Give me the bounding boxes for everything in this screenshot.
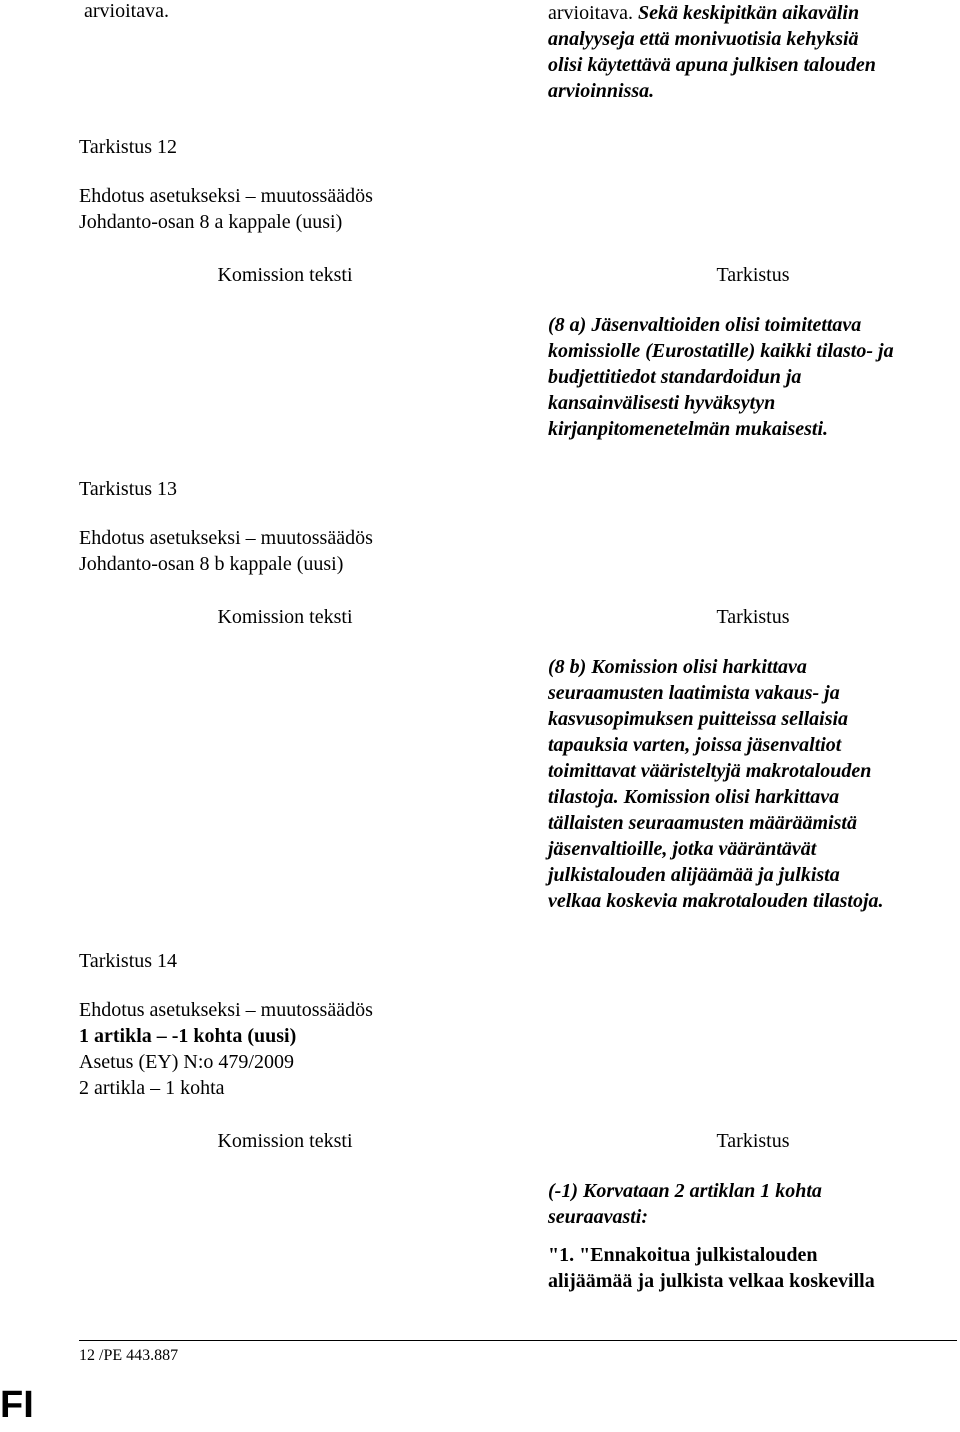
top-right-line: olisi käytettävä apuna julkisen talouden <box>548 54 876 76</box>
amendment-text-line: budjettitiedot standardoidun ja <box>548 366 802 388</box>
amendment-header: Tarkistus <box>716 606 790 628</box>
commission-text-header: Komission teksti <box>217 1130 353 1152</box>
amendment-title: Tarkistus 12 <box>79 136 178 158</box>
amendment-location: 2 artikla – 1 kohta <box>79 1077 225 1099</box>
amendment-text-line: kirjanpitomenetelmän mukaisesti. <box>548 418 829 440</box>
footer-page-ref: 12 /PE 443.887 <box>79 1347 179 1364</box>
amendment-text-line: tapauksia varten, joissa jäsenvaltiot <box>548 734 842 756</box>
amendment-proposal: Ehdotus asetukseksi – muutossäädös <box>79 999 373 1021</box>
amendment-text-line: velkaa koskevia makrotalouden tilastoja. <box>548 890 884 912</box>
amendment-text-line: tilastoja. Komission olisi harkittava <box>548 786 840 808</box>
amendment-proposal: Ehdotus asetukseksi – muutossäädös <box>79 185 373 207</box>
amendment-text-line: (8 b) Komission olisi harkittava <box>548 656 807 678</box>
amendment-text-line: (8 a) Jäsenvaltioiden olisi toimitettava <box>548 314 862 336</box>
amendment-text-line: julkistalouden alijäämää ja julkista <box>548 864 840 886</box>
commission-text-header: Komission teksti <box>217 264 353 286</box>
amendment-text-line: alijäämää ja julkista velkaa koskevilla <box>548 1270 875 1292</box>
footer-language-code: FI <box>0 1384 34 1426</box>
top-right-line: analyyseja että monivuotisia kehyksiä <box>548 28 859 50</box>
top-right-plain: arvioitava. <box>548 2 633 24</box>
amendment-location: Johdanto-osan 8 a kappale (uusi) <box>79 211 343 233</box>
amendment-text-line: (-1) Korvataan 2 artiklan 1 kohta <box>548 1180 822 1202</box>
amendment-title: Tarkistus 14 <box>79 950 178 972</box>
amendment-header: Tarkistus <box>716 264 790 286</box>
amendment-text-line: "1. "Ennakoitua julkistalouden <box>548 1244 818 1266</box>
commission-text-header: Komission teksti <box>217 606 353 628</box>
top-right-line: arvioinnissa. <box>548 80 655 102</box>
amendment-proposal: Ehdotus asetukseksi – muutossäädös <box>79 527 373 549</box>
top-right-bold-first: Sekä keskipitkän aikavälin <box>637 2 860 24</box>
amendment-title: Tarkistus 13 <box>79 478 178 500</box>
amendment-text-line: komissiolle (Eurostatille) kaikki tilasto- ja <box>548 340 894 362</box>
top-right-text <box>548 0 859 26</box>
amendment-location-bold: 1 artikla – -1 kohta (uusi) <box>79 1025 297 1047</box>
amendment-header: Tarkistus <box>716 1130 790 1152</box>
footer-rule <box>79 1340 957 1341</box>
amendment-text-line: kasvusopimuksen puitteissa sellaisia <box>548 708 849 730</box>
amendment-text-line: seuraamusten laatimista vakaus- ja <box>548 682 840 704</box>
amendment-text-line: toimittavat vääristeltyjä makrotalouden <box>548 760 872 782</box>
amendment-text-line: seuraavasti: <box>548 1206 648 1228</box>
amendment-location: Johdanto-osan 8 b kappale (uusi) <box>79 553 344 575</box>
top-left-text: arvioitava. <box>84 0 169 22</box>
amendment-text-line: jäsenvaltioille, jotka vääräntävät <box>548 838 817 860</box>
amendment-location: Asetus (EY) N:o 479/2009 <box>79 1051 294 1073</box>
amendment-text-line: tällaisten seuraamusten määräämistä <box>548 812 857 834</box>
amendment-text-line: kansainvälisesti hyväksytyn <box>548 392 776 414</box>
